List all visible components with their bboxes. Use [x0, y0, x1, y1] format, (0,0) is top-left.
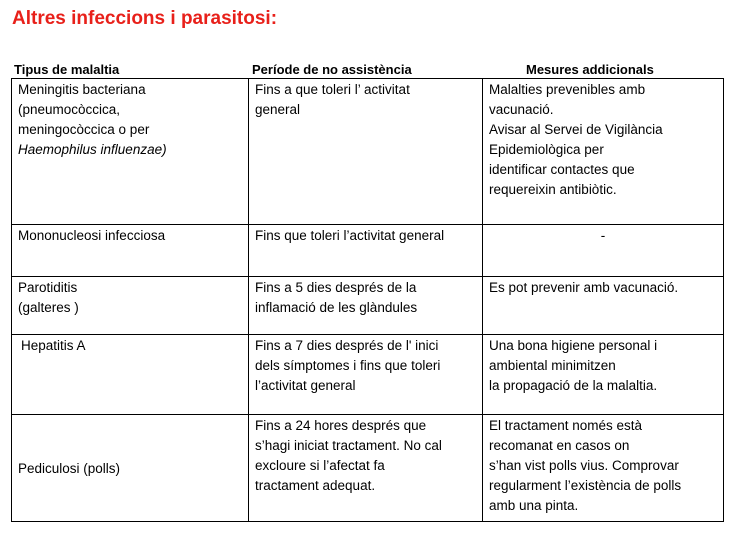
- cell-measures: [483, 79, 724, 225]
- cell-line: requereixin antibiòtic.: [489, 182, 617, 197]
- cell-line: l’activitat general: [255, 378, 356, 393]
- cell-line: Fins a 7 dies després de l' inici: [255, 338, 439, 353]
- cell-line: recomanat en casos on: [489, 438, 630, 453]
- cell-measures: [483, 415, 724, 522]
- cell-period: [249, 277, 483, 335]
- cell-line: El tractament només està: [489, 418, 643, 433]
- cell-line: general: [255, 102, 301, 117]
- cell-line: Fins a que toleri l’ activitat: [255, 82, 410, 97]
- cell-disease: [12, 225, 249, 277]
- table-row: [12, 415, 724, 522]
- cell-line: (pneumocòccica,: [18, 102, 121, 117]
- cell-line: vacunació.: [489, 102, 554, 117]
- header-additional-measures: Mesures addicionals: [526, 62, 654, 77]
- cell-period: [249, 335, 483, 415]
- cell-line: tractament adequat.: [255, 478, 376, 493]
- cell-measures: [483, 277, 724, 335]
- cell-disease: [12, 415, 249, 522]
- cell-line: (galteres ): [18, 300, 79, 315]
- cell-line: Malalties prevenibles amb: [489, 82, 646, 97]
- table-row: [12, 277, 724, 335]
- cell-line: -: [600, 228, 606, 243]
- cell-line: Haemophilus influenzae): [18, 142, 167, 157]
- table-row: [12, 225, 724, 277]
- cell-line: Parotiditis: [18, 280, 78, 295]
- cell-line: Pediculosi (polls): [18, 460, 121, 476]
- cell-line: Meningitis bacteriana: [18, 82, 146, 97]
- cell-measures: [483, 335, 724, 415]
- cell-line: Fins a 24 hores després que: [255, 418, 427, 433]
- cell-line: inflamació de les glàndules: [255, 300, 418, 315]
- cell-line: excloure si l’afectat fa: [255, 458, 385, 473]
- cell-line: Epidemiològica per: [489, 142, 604, 157]
- cell-disease: [12, 277, 249, 335]
- cell-line: Una bona higiene personal i: [489, 338, 658, 353]
- cell-period: [249, 79, 483, 225]
- table-row: [12, 335, 724, 415]
- cell-line: Hepatitis A: [21, 338, 86, 353]
- cell-line: Fins que toleri l’activitat general: [255, 228, 445, 243]
- diseases-table: [11, 78, 724, 522]
- cell-line: ambiental minimitzen: [489, 358, 616, 373]
- page-title: Altres infeccions i parasitosi:: [12, 8, 278, 29]
- cell-period: [249, 225, 483, 277]
- cell-measures: [483, 225, 724, 277]
- cell-line: Avisar al Servei de Vigilància: [489, 122, 663, 137]
- cell-disease: [12, 79, 249, 225]
- cell-line: Mononucleosi infecciosa: [18, 228, 166, 243]
- cell-line: s’hagi iniciat tractament. No cal: [255, 438, 442, 453]
- cell-line: dels símptomes i fins que toleri: [255, 358, 441, 373]
- cell-line: amb una pinta.: [489, 498, 579, 513]
- cell-line: regularment l’existència de polls: [489, 478, 682, 493]
- cell-line: Fins a 5 dies després de la: [255, 280, 417, 295]
- cell-line: meningocòccica o per: [18, 122, 150, 137]
- cell-line: la propagació de la malaltia.: [489, 378, 658, 393]
- cell-line: s’han vist polls vius. Comprovar: [489, 458, 679, 473]
- cell-line: Es pot prevenir amb vacunació.: [489, 280, 679, 295]
- table-row: [12, 79, 724, 225]
- cell-disease: [12, 335, 249, 415]
- cell-line: identificar contactes que: [489, 162, 635, 177]
- header-absence-period: Període de no assistència: [252, 62, 412, 77]
- header-disease-type: Tipus de malaltia: [14, 62, 120, 77]
- cell-period: [249, 415, 483, 522]
